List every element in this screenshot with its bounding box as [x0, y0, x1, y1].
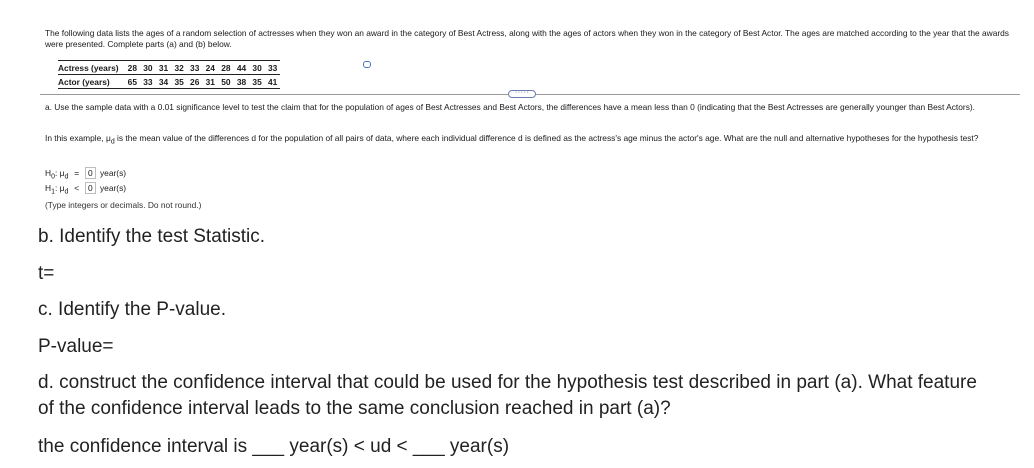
confidence-interval-line: the confidence interval is ___ year(s) < ud < ___ year(s)	[38, 436, 510, 457]
table-cell: 31	[156, 61, 172, 75]
table-cell: 26	[187, 75, 203, 89]
hypothesis-explanation	[45, 133, 1020, 148]
h0-operator-select[interactable]: =	[74, 168, 80, 178]
table-cell: 30	[249, 61, 265, 75]
row-header: Actress (years)	[58, 61, 125, 75]
mu-symbol: μ	[59, 183, 65, 193]
problem-intro: The following data lists the ages of a random selection of actresses when they won an award in the category of Best Actress, along with the ages of actors when they won in the category of Best Actor. The ages are matched according to the year that the awards were presented. Complete parts (a) and (b) below.	[45, 28, 1009, 49]
row-header: Actor (years)	[58, 75, 125, 89]
alternative-hypothesis-row	[45, 182, 126, 194]
h1-operator-select[interactable]: <	[74, 183, 80, 193]
mu-subscript: d	[110, 138, 115, 146]
null-hypothesis-row	[45, 167, 126, 179]
h0-value-field[interactable]: 0	[85, 167, 96, 179]
part-a-question: a. Use the sample data with a 0.01 significance level to test the claim that for the population of ages of Best Actresses and Best Actors, the differences have a mean less than 0 (indicating that the Best Actresses are generally younger than Best Actors).	[45, 102, 975, 112]
part-b-question: b. Identify the test Statistic.	[38, 226, 266, 247]
table-cell: 32	[171, 61, 187, 75]
table-cell: 41	[265, 75, 281, 89]
mu-symbol: μ	[105, 133, 111, 143]
table-cell: 33	[140, 75, 156, 89]
table-cell: 31	[203, 75, 219, 89]
table-cell: 35	[171, 75, 187, 89]
table-cell: 44	[234, 61, 250, 75]
h1-value-field[interactable]: 0	[85, 182, 96, 194]
part-d-question: d. construct the confidence interval that could be used for the hypothesis test described in part (a). What feature of the confidence interval leads to the same conclusion reached in part (a)?	[38, 372, 977, 419]
h1-label: H	[45, 183, 52, 193]
table-cell: 28	[125, 61, 141, 75]
copy-table-icon[interactable]	[363, 61, 371, 68]
explanation-text: is the mean value of the differences d for the population of all pairs of data, where each individual difference d is defined as the actress's age minus the actor's age. What are the null and alternative hypotheses for the hypothesis test?	[114, 133, 979, 143]
colon: :	[54, 183, 60, 193]
table-cell: 33	[265, 61, 281, 75]
h0-label: H	[45, 168, 52, 178]
table-row-actor	[58, 75, 280, 89]
table-cell: 65	[125, 75, 141, 89]
mu-subscript: d	[64, 173, 69, 181]
table-cell: 35	[249, 75, 265, 89]
table-cell: 34	[156, 75, 172, 89]
t-statistic-label: t=	[38, 263, 55, 284]
h1-subscript: 1	[51, 188, 55, 196]
expand-more-button[interactable]: ·····	[508, 90, 536, 98]
unit-label: year(s)	[99, 183, 127, 193]
table-cell: 30	[140, 61, 156, 75]
unit-label: year(s)	[99, 168, 127, 178]
ages-data-table	[58, 60, 280, 89]
table-cell: 24	[203, 61, 219, 75]
mu-subscript: d	[64, 188, 69, 196]
table-cell: 33	[187, 61, 203, 75]
p-value-label: P-value=	[38, 336, 114, 357]
table-row-actress	[58, 61, 280, 75]
part-c-question: c. Identify the P-value.	[38, 299, 226, 320]
mu-symbol: μ	[59, 168, 65, 178]
colon: :	[54, 168, 60, 178]
table-cell: 50	[218, 75, 234, 89]
explanation-text: In this example,	[45, 133, 106, 143]
table-cell: 38	[234, 75, 250, 89]
h0-subscript: 0	[51, 173, 55, 181]
input-instruction: (Type integers or decimals. Do not round.)	[45, 200, 202, 210]
table-cell: 28	[218, 61, 234, 75]
